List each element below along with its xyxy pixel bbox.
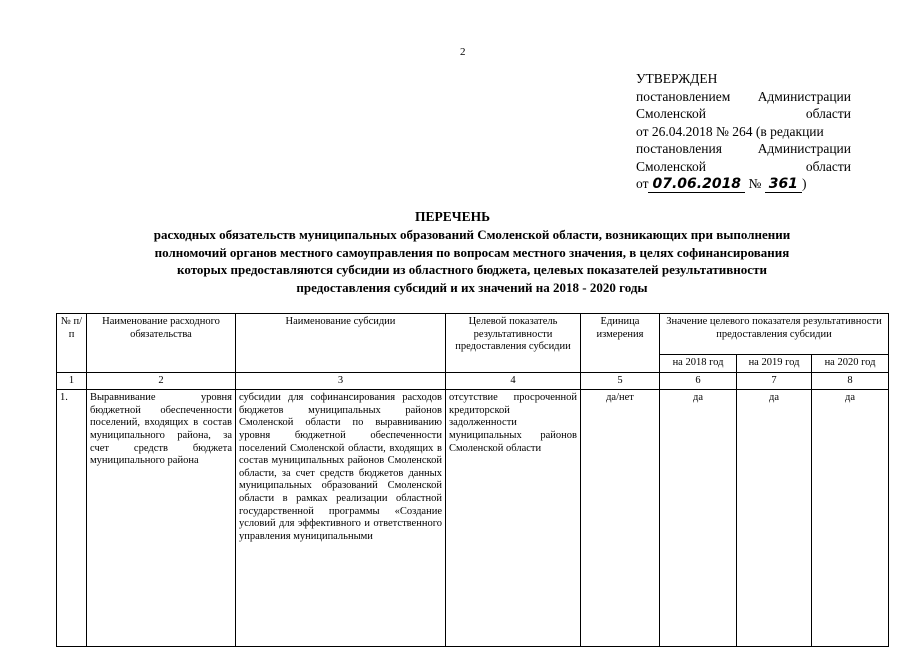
approval-signature-line — [636, 175, 851, 194]
approval-text: от — [636, 176, 649, 191]
header-indicator: Целевой показатель результативности предоставления субсидии — [446, 314, 581, 373]
approval-line-5 — [636, 158, 851, 176]
header-num: № п/п — [57, 314, 87, 373]
header-unit: Единица измерения — [581, 314, 660, 373]
page-number: 2 — [460, 46, 466, 58]
value-2019-cell: да — [737, 390, 812, 647]
approval-heading: УТВЕРЖДЕН — [636, 71, 718, 86]
subsidies-table — [56, 313, 889, 647]
approval-line-3: от 26.04.2018 № 264 (в редакции — [636, 123, 824, 139]
column-number: 1 — [57, 372, 87, 390]
column-number: 2 — [87, 372, 236, 390]
closing-paren: ) — [801, 176, 807, 191]
header-values: Значение целевого показателя результативности предоставления субсидии — [660, 314, 889, 355]
header-year-2020: на 2020 год — [812, 355, 889, 373]
approval-line-2 — [636, 105, 851, 123]
subsidy-cell: субсидии для софинансирования расходов бюджетов муниципальных районов Смоленской области по выравниванию уровня бюджетной обеспеченности поселений Смоленской области, входящих в состав муниципальных районов Смоленской области, за счет средств бюджетов данных муниципальных образований Смоленской области в рамках реализации областной государственной программы «Создание условий для эффективного и ответственного управления муниципальными — [236, 390, 446, 647]
indicator-cell: отсутствие просроченной кредиторской задолженности муниципальных районов Смоленской области — [446, 390, 581, 647]
column-number: 8 — [812, 372, 889, 390]
approval-text: Смоленской — [636, 158, 706, 174]
subtitle-line: расходных обязательств муниципальных образований Смоленской области, возникающих при выполнении — [153, 227, 791, 242]
number-sign: № — [748, 176, 762, 191]
header-year-2018: на 2018 год — [660, 355, 737, 373]
approval-text: постановлением — [636, 88, 731, 104]
value-2020-cell: да — [812, 390, 889, 647]
subtitle-line: которых предоставляются субсидии из областного бюджета, целевых показателей результативности — [177, 262, 767, 277]
approval-line-1 — [636, 88, 851, 106]
document-subtitle — [92, 226, 852, 296]
column-number: 7 — [737, 372, 812, 390]
obligation-cell: Выравнивание уровня бюджетной обеспеченности поселений, входящих в состав муниципального района, за счет средств бюджета муниципального района — [87, 390, 236, 647]
approval-text: Смоленской — [636, 106, 706, 121]
table-row — [57, 390, 889, 647]
header-year-2019: на 2019 год — [737, 355, 812, 373]
value-2018-cell: да — [660, 390, 737, 647]
unit-cell: да/нет — [581, 390, 660, 647]
table-header-row — [57, 314, 889, 355]
column-number: 3 — [236, 372, 446, 390]
row-number: 1. — [57, 390, 87, 647]
subtitle-line: предоставления субсидий и их значений на 2018 - 2020 годы — [296, 279, 648, 295]
column-number: 6 — [660, 372, 737, 390]
approval-text: постановления — [636, 141, 722, 156]
approval-stamp — [636, 70, 851, 194]
approval-text: Администрации — [757, 88, 851, 104]
approval-line-4 — [636, 140, 851, 158]
column-number: 5 — [581, 372, 660, 390]
approval-text: области — [805, 106, 851, 121]
column-numbers-row — [57, 372, 889, 390]
header-subsidy: Наименование субсидии — [236, 314, 446, 373]
handwritten-date: 07.06.2018 — [648, 176, 745, 193]
approval-text: Администрации — [757, 141, 851, 156]
header-obligation: Наименование расходного обязательства — [87, 314, 236, 373]
subtitle-line: полномочий органов местного самоуправления по вопросам местного значения, в целях софинансирования — [154, 244, 790, 260]
document-title: ПЕРЕЧЕНЬ — [414, 209, 491, 224]
handwritten-number: 361 — [765, 176, 802, 193]
approval-text: области — [805, 158, 851, 174]
column-number: 4 — [446, 372, 581, 390]
